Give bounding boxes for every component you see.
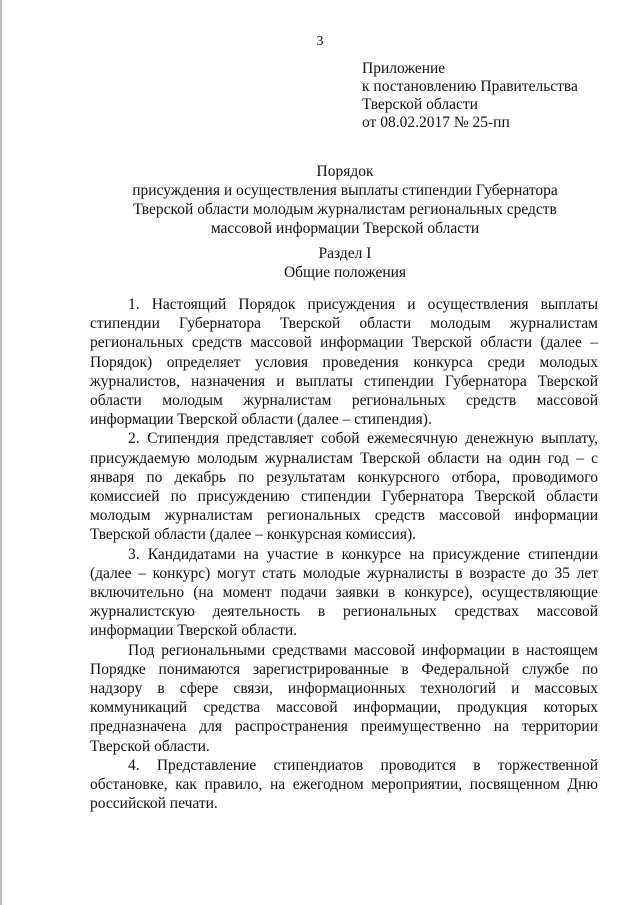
- paragraph-1: 1. Настоящий Порядок присуждения и осуществления выплаты стипендии Губернатора Тверской области молодым журналистам региональных средств массовой информации Тверской области (далее – Порядок) определяет условия проведения конкурса среди молодых журналистов, назначения и выплаты стипендии Губернатора Тверской области молодым журналистам региональных средств массовой информации Тверской области (далее – стипендия).: [90, 296, 598, 429]
- section-name: Общие положения: [283, 264, 407, 281]
- document-title: [90, 162, 600, 238]
- paragraph-3: 3. Кандидатами на участие в конкурсе на присуждение стипендии (далее – конкурс) могут стать молодые журналисты в возрасте до 35 лет включительно (на момент подачи заявки в конкурсе), осуществляющие журналистскую деятельность в региональных средствах массовой информации Тверской области.: [90, 545, 598, 640]
- page-number: 3: [316, 34, 324, 49]
- paragraph-4: 4. Представление стипендиатов проводится в торжественной обстановке, как правило, на ежегодном мероприятии, посвященном Дню российской печати.: [90, 756, 598, 813]
- section-heading: [90, 244, 600, 282]
- paragraph-2: 2. Стипендия представляет собой ежемесячную денежную выплату, присуждаемую молодым журналистам Тверской области на один год – с января по декабрь по результатам конкурсного отбора, проводимого комиссией по присуждению стипендии Губернатора Тверской области молодым журналистам региональных средств массовой информации Тверской области (далее – конкурсная комиссия).: [90, 430, 598, 544]
- body-text: [90, 295, 598, 813]
- appendix-block: [362, 60, 578, 132]
- title-heading: Порядок: [316, 163, 374, 180]
- appendix-region: Тверской области: [362, 96, 478, 113]
- paragraph-3-note: Под региональными средствами массовой информации в настоящем Порядке понимаются зарегистрированные в Федеральной службе по надзору в сфере связи, информационных технологий и массовых коммуникаций средства массовой информации, продукция которых предназначена для распространения преимущественно на территории Тверской области.: [90, 641, 598, 755]
- title-line-3: массовой информации Тверской области: [210, 220, 480, 237]
- title-line-1: присуждения и осуществления выплаты стипендии Губернатора: [132, 182, 558, 199]
- title-line-2: Тверской области молодым журналистам региональных средств: [133, 201, 557, 218]
- section-number: Раздел I: [318, 245, 372, 262]
- appendix-date-number: от 08.02.2017 № 25-пп: [362, 114, 510, 131]
- appendix-resolution: к постановлению Правительства: [362, 78, 578, 95]
- page-edge-shadow: [0, 0, 2, 905]
- appendix-label: Приложение: [362, 60, 446, 77]
